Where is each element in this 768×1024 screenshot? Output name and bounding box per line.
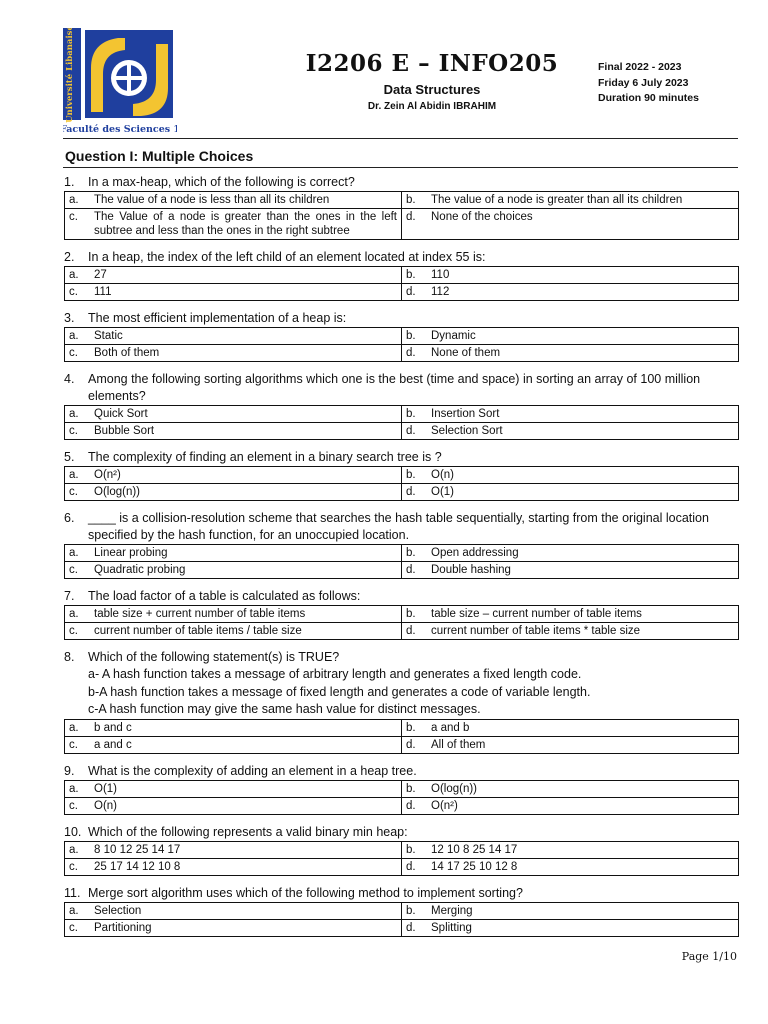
exam-session: Final 2022 - 2023 xyxy=(598,61,682,73)
question-stem xyxy=(64,449,739,466)
option-letter: a. xyxy=(69,194,79,206)
option-text: a and b xyxy=(431,721,470,734)
option-cell xyxy=(402,919,739,936)
question-text: The load factor of a table is calculated as follows: xyxy=(88,589,361,603)
option-letter: a. xyxy=(69,408,79,420)
question-text: What is the complexity of adding an element in a heap tree. xyxy=(88,763,417,778)
section-divider xyxy=(63,167,738,168)
question-text: In a max-heap, which of the following is correct? xyxy=(88,175,355,189)
option-cell xyxy=(65,562,402,579)
option-text: The value of a node is less than all its children xyxy=(94,194,330,206)
option-cell xyxy=(65,919,402,936)
question-stem xyxy=(64,763,739,780)
options-row xyxy=(65,562,739,579)
options-row xyxy=(65,606,739,623)
option-text: Open addressing xyxy=(431,547,519,559)
option-text: O(n²) xyxy=(431,799,458,812)
professor-name: Dr. Zein Al Abidin IBRAHIM xyxy=(367,101,497,112)
option-text: Double hashing xyxy=(431,564,511,576)
option-letter: a. xyxy=(69,469,79,481)
option-text: table size – current number of table items xyxy=(431,608,642,620)
option-letter: c. xyxy=(69,860,78,873)
option-letter: d. xyxy=(406,738,416,751)
option-cell xyxy=(402,423,739,440)
options-table xyxy=(64,466,739,501)
options-row xyxy=(65,284,739,301)
option-letter: b. xyxy=(406,547,416,559)
option-letter: a. xyxy=(69,547,79,559)
option-cell xyxy=(402,719,739,736)
option-text: 8 10 12 25 14 17 xyxy=(94,843,181,856)
option-letter: d. xyxy=(406,860,416,873)
options-row xyxy=(65,736,739,753)
question-stem xyxy=(64,885,739,902)
question-statement: b-A hash function takes a message of fixed length and generates a code of variable length. xyxy=(88,684,591,699)
option-cell xyxy=(402,345,739,362)
option-letter: c. xyxy=(69,486,78,498)
option-text: The Value of a node is greater than the ones in the left subtree and less than the ones in the right subtree xyxy=(94,211,397,237)
option-text: 12 10 8 25 14 17 xyxy=(431,843,518,856)
options-table xyxy=(64,841,739,876)
question-text: In a heap, the index of the left child of an element located at index 55 is: xyxy=(88,250,486,264)
question-stem xyxy=(64,174,739,191)
option-text: current number of table items / table size xyxy=(94,625,302,637)
option-cell xyxy=(65,780,402,797)
question-statement: a- A hash function takes a message of arbitrary length and generates a fixed length code. xyxy=(88,667,582,681)
option-text: Splitting xyxy=(431,921,472,934)
option-text: 14 17 25 10 12 8 xyxy=(431,860,518,873)
options-row xyxy=(65,267,739,284)
option-letter: d. xyxy=(406,486,416,498)
option-text: O(log(n)) xyxy=(431,782,478,795)
options-row xyxy=(65,902,739,919)
option-cell xyxy=(65,328,402,345)
option-text: Quadratic probing xyxy=(94,564,186,576)
question-number: 11. xyxy=(64,885,81,900)
option-text: Static xyxy=(94,330,123,342)
question-text: Merge sort algorithm uses which of the following method to implement sorting? xyxy=(88,885,523,900)
option-cell xyxy=(402,780,739,797)
option-text: b and c xyxy=(94,721,132,734)
option-text: Merging xyxy=(431,904,473,917)
option-letter: d. xyxy=(406,799,416,812)
question-number: 7. xyxy=(64,589,75,603)
option-letter: a. xyxy=(69,843,79,856)
option-letter: c. xyxy=(69,425,78,437)
option-letter: b. xyxy=(406,721,416,734)
option-letter: d. xyxy=(406,425,416,437)
option-letter: b. xyxy=(406,408,416,420)
options-row xyxy=(65,719,739,736)
option-letter: c. xyxy=(69,921,78,934)
option-text: a and c xyxy=(94,738,132,751)
option-text: Linear probing xyxy=(94,547,168,559)
options-row xyxy=(65,406,739,423)
question-number: 10. xyxy=(64,824,82,839)
option-text: Selection Sort xyxy=(431,425,503,437)
option-text: 110 xyxy=(431,269,450,281)
options-row xyxy=(65,423,739,440)
question-10 xyxy=(64,824,739,876)
option-letter: c. xyxy=(69,347,78,359)
option-cell xyxy=(402,406,739,423)
option-text: table size + current number of table items xyxy=(94,608,306,620)
question-stem xyxy=(64,371,739,405)
exam-duration: Duration 90 minutes xyxy=(598,92,699,104)
option-cell xyxy=(402,902,739,919)
options-row xyxy=(65,797,739,814)
universite-libanaise-logo-icon xyxy=(63,28,177,136)
question-text: The most efficient implementation of a heap is: xyxy=(88,311,347,325)
option-cell xyxy=(65,267,402,284)
option-letter: a. xyxy=(69,721,79,734)
option-letter: a. xyxy=(69,904,79,917)
option-cell xyxy=(65,545,402,562)
option-text: 111 xyxy=(94,286,112,298)
option-cell xyxy=(65,406,402,423)
option-cell xyxy=(65,484,402,501)
question-5 xyxy=(64,449,739,501)
question-number: 9. xyxy=(64,763,75,778)
question-stem xyxy=(64,649,739,666)
option-cell xyxy=(65,423,402,440)
question-number: 3. xyxy=(64,311,75,325)
question-11 xyxy=(64,885,739,937)
option-letter: c. xyxy=(69,625,78,637)
options-row xyxy=(65,841,739,858)
question-stem xyxy=(64,310,739,327)
question-number: 4. xyxy=(64,372,75,386)
option-text: O(n²) xyxy=(94,469,121,481)
question-6 xyxy=(64,510,739,579)
option-cell xyxy=(65,902,402,919)
university-logo xyxy=(63,28,177,136)
options-row xyxy=(65,192,739,209)
options-table xyxy=(64,405,739,440)
options-row xyxy=(65,545,739,562)
question-text: ____ is a collision-resolution scheme that searches the hash table sequentially, starting from the original location specified by the hash function, for an unoccupied location. xyxy=(88,511,709,542)
section-title: Question I: Multiple Choices xyxy=(65,148,254,164)
option-cell xyxy=(402,736,739,753)
question-number: 2. xyxy=(64,250,75,264)
option-letter: b. xyxy=(406,608,416,620)
options-row xyxy=(65,919,739,936)
question-2 xyxy=(64,249,739,301)
option-letter: a. xyxy=(69,782,79,795)
option-cell xyxy=(65,606,402,623)
option-text: None of the choices xyxy=(431,211,533,223)
option-cell xyxy=(402,606,739,623)
option-text: O(n) xyxy=(94,799,117,812)
question-stem xyxy=(64,249,739,266)
option-letter: b. xyxy=(406,330,416,342)
exam-date: Friday 6 July 2023 xyxy=(598,76,689,89)
question-4 xyxy=(64,371,739,440)
question-number: 5. xyxy=(64,450,75,464)
option-cell xyxy=(65,841,402,858)
question-8 xyxy=(64,649,739,754)
option-letter: d. xyxy=(406,564,416,576)
option-cell xyxy=(402,284,739,301)
option-text: Selection xyxy=(94,904,142,917)
course-name: Data Structures xyxy=(383,82,481,97)
option-cell xyxy=(402,797,739,814)
option-text: O(1) xyxy=(431,486,454,498)
option-cell xyxy=(65,858,402,875)
question-number: 6. xyxy=(64,511,75,525)
option-cell xyxy=(65,209,402,240)
option-cell xyxy=(65,623,402,640)
option-letter: c. xyxy=(69,211,78,223)
options-row xyxy=(65,467,739,484)
option-cell xyxy=(65,345,402,362)
options-table xyxy=(64,902,739,937)
option-cell xyxy=(65,467,402,484)
question-statement: c-A hash function may give the same hash value for distinct messages. xyxy=(88,702,481,716)
option-cell xyxy=(65,719,402,736)
option-text: Partitioning xyxy=(94,921,152,934)
option-text: O(n) xyxy=(431,469,454,481)
page-number: Page 1/10 xyxy=(681,950,737,963)
option-cell xyxy=(402,467,739,484)
question-number: 8. xyxy=(64,650,75,664)
option-letter: b. xyxy=(406,904,416,917)
options-table xyxy=(64,780,739,815)
option-letter: c. xyxy=(69,286,78,298)
option-text: Quick Sort xyxy=(94,408,148,420)
options-row xyxy=(65,209,739,240)
option-letter: c. xyxy=(69,738,78,751)
options-table xyxy=(64,605,739,640)
options-table xyxy=(64,327,739,362)
option-cell xyxy=(402,209,739,240)
question-text: The complexity of finding an element in a binary search tree is ? xyxy=(88,450,442,464)
option-text: Bubble Sort xyxy=(94,425,155,437)
option-letter: b. xyxy=(406,469,416,481)
option-text: Both of them xyxy=(94,347,160,359)
option-cell xyxy=(65,192,402,209)
option-text: The value of a node is greater than all its children xyxy=(431,194,683,206)
option-letter: a. xyxy=(69,330,79,342)
options-table xyxy=(64,719,739,754)
option-letter: b. xyxy=(406,194,416,206)
option-cell xyxy=(65,736,402,753)
option-cell xyxy=(402,623,739,640)
options-row xyxy=(65,858,739,875)
option-cell xyxy=(402,562,739,579)
questions-list xyxy=(64,174,739,946)
logo-bottom-text: Faculté des Sciences 1 xyxy=(63,124,177,135)
option-text: Insertion Sort xyxy=(431,408,500,420)
option-cell xyxy=(402,484,739,501)
option-text: Dynamic xyxy=(431,330,476,342)
options-row xyxy=(65,623,739,640)
option-text: 27 xyxy=(94,269,107,281)
options-row xyxy=(65,328,739,345)
question-9 xyxy=(64,763,739,815)
question-3 xyxy=(64,310,739,362)
option-letter: d. xyxy=(406,625,416,637)
question-text: Which of the following statement(s) is TRUE? xyxy=(88,650,340,664)
option-cell xyxy=(402,267,739,284)
option-letter: d. xyxy=(406,211,416,223)
option-letter: d. xyxy=(406,921,416,934)
question-text: Which of the following represents a valid binary min heap: xyxy=(88,824,408,839)
options-table xyxy=(64,266,739,301)
option-cell xyxy=(402,858,739,875)
option-letter: b. xyxy=(406,782,416,795)
question-text: Among the following sorting algorithms which one is the best (time and space) in sorting an array of 100 million elements? xyxy=(88,372,701,403)
option-cell xyxy=(402,328,739,345)
option-text: 112 xyxy=(431,286,450,298)
option-cell xyxy=(402,192,739,209)
option-letter: c. xyxy=(69,799,78,812)
option-text: All of them xyxy=(431,738,486,751)
option-cell xyxy=(65,797,402,814)
option-text: O(log(n)) xyxy=(94,486,141,498)
option-letter: b. xyxy=(406,843,416,856)
course-code: I2206 E – INFO205 xyxy=(305,50,559,77)
option-letter: d. xyxy=(406,347,416,359)
question-stem xyxy=(64,824,739,841)
option-letter: c. xyxy=(69,564,78,576)
option-letter: a. xyxy=(69,269,79,281)
question-7 xyxy=(64,588,739,640)
options-table xyxy=(64,544,739,579)
option-text: current number of table items * table size xyxy=(431,625,641,637)
options-row xyxy=(65,345,739,362)
option-letter: a. xyxy=(69,608,79,620)
option-text: None of them xyxy=(431,347,501,359)
question-number: 1. xyxy=(64,175,75,189)
exam-info xyxy=(598,60,699,107)
header-divider xyxy=(63,138,738,139)
option-text: O(1) xyxy=(94,782,117,795)
options-row xyxy=(65,484,739,501)
question-stem xyxy=(64,588,739,605)
option-cell xyxy=(402,841,739,858)
option-cell xyxy=(65,284,402,301)
options-table xyxy=(64,191,739,240)
question-stem xyxy=(64,510,739,544)
option-cell xyxy=(402,545,739,562)
logo-vertical-text: Université Libanaise xyxy=(65,28,75,123)
option-letter: b. xyxy=(406,269,416,281)
options-row xyxy=(65,780,739,797)
question-1 xyxy=(64,174,739,240)
option-letter: d. xyxy=(406,286,416,298)
option-text: 25 17 14 12 10 8 xyxy=(94,860,181,873)
